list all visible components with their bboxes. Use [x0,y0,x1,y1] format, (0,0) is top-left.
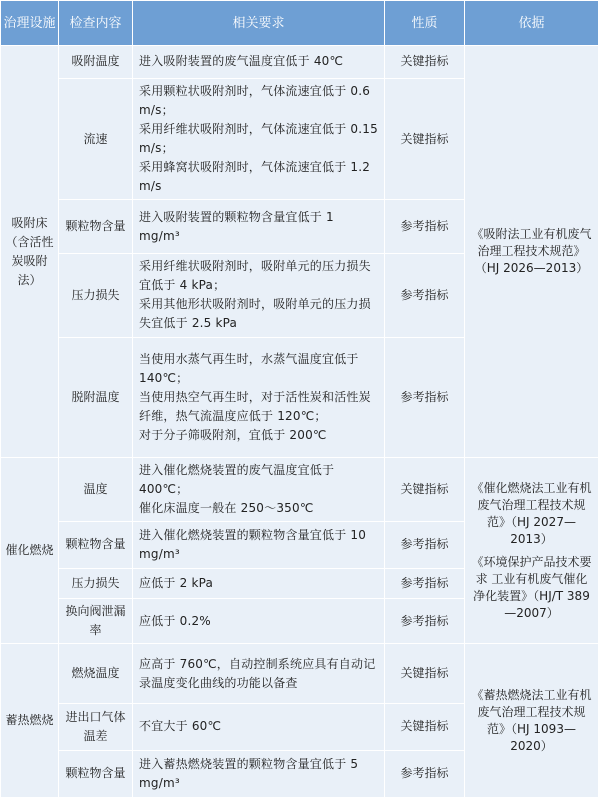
facility-cell: 催化燃烧 [1,458,59,644]
nature-cell: 参考指标 [385,599,465,644]
check-item-cell: 吸附温度 [59,46,133,79]
table-row [1,644,599,703]
requirement-cell: 当使用水蒸气再生时，水蒸气温度宜低于 140℃； 当使用热空气再生时，对于活性炭和活性炭纤维，热气流温度应低于 120℃； 对于分子筛吸附剂，宜低于 200℃ [133,337,385,458]
nature-cell: 关键指标 [385,644,465,703]
nature-cell: 参考指标 [385,750,465,797]
nature-cell: 关键指标 [385,703,465,750]
basis-cell [465,644,599,798]
facility-cell: 吸附床（含活性炭吸附法） [1,46,59,458]
requirement-cell: 应低于 2 kPa [133,568,385,599]
basis-reference: 《环境保护产品技术要求 工业有机废气催化净化装置》（HJ/T 389—2007） [471,554,592,620]
check-item-cell: 压力损失 [59,568,133,599]
nature-cell: 关键指标 [385,78,465,200]
header-nature: 性质 [385,1,465,46]
check-item-cell: 流速 [59,78,133,200]
table-row [1,458,599,521]
table-row [1,46,599,79]
requirement-cell: 不宜大于 60℃ [133,703,385,750]
header-facility: 治理设施 [1,1,59,46]
check-item-cell: 颗粒物含量 [59,200,133,253]
requirement-cell: 进入催化燃烧装置的颗粒物含量宜低于 10 mg/m³ [133,521,385,568]
requirement-cell: 应低于 0.2% [133,599,385,644]
nature-cell: 关键指标 [385,458,465,521]
check-item-cell: 颗粒物含量 [59,521,133,568]
check-item-cell: 脱附温度 [59,337,133,458]
nature-cell: 参考指标 [385,521,465,568]
requirement-cell: 进入蓄热燃烧装置的颗粒物含量宜低于 5 mg/m³ [133,750,385,797]
basis-reference: 《蓄热燃烧法工业有机废气治理工程技术规范》（HJ 1093—2020） [471,687,592,753]
nature-cell: 参考指标 [385,337,465,458]
nature-cell: 参考指标 [385,200,465,253]
requirement-cell: 采用纤维状吸附剂时，吸附单元的压力损失宜低于 4 kPa； 采用其他形状吸附剂时，吸附单元的压力损失宜低于 2.5 kPa [133,253,385,337]
nature-cell: 关键指标 [385,46,465,79]
facility-cell: 蓄热燃烧 [1,644,59,798]
check-item-cell: 进出口气体温差 [59,703,133,750]
requirement-cell: 应高于 760℃，自动控制系统应具有自动记录温度变化曲线的功能以备查 [133,644,385,703]
basis-reference: 《吸附法工业有机废气治理工程技术规范》（HJ 2026—2013） [471,227,592,276]
header-requirement: 相关要求 [133,1,385,46]
check-item-cell: 燃烧温度 [59,644,133,703]
requirement-cell: 进入吸附装置的废气温度宜低于 40℃ [133,46,385,79]
requirement-cell: 采用颗粒状吸附剂时，气体流速宜低于 0.6 m/s； 采用纤维状吸附剂时，气体流速宜低于 0.15 m/s； 采用蜂窝状吸附剂时，气体流速宜低于 1.2 m/s [133,78,385,200]
check-item-cell: 换向阀泄漏率 [59,599,133,644]
basis-cell [465,458,599,644]
check-item-cell: 压力损失 [59,253,133,337]
check-item-cell: 颗粒物含量 [59,750,133,797]
basis-cell [465,46,599,458]
basis-reference: 《催化燃烧法工业有机废气治理工程技术规范》（HJ 2027—2013） [471,480,592,546]
header-basis: 依据 [465,1,599,46]
nature-cell: 参考指标 [385,568,465,599]
requirement-cell: 进入催化燃烧装置的废气温度宜低于 400℃； 催化床温度一般在 250～350℃ [133,458,385,521]
requirement-cell: 进入吸附装置的颗粒物含量宜低于 1 mg/m³ [133,200,385,253]
check-item-cell: 温度 [59,458,133,521]
nature-cell: 参考指标 [385,253,465,337]
header-check-item: 检查内容 [59,1,133,46]
table-header-row [1,1,599,46]
